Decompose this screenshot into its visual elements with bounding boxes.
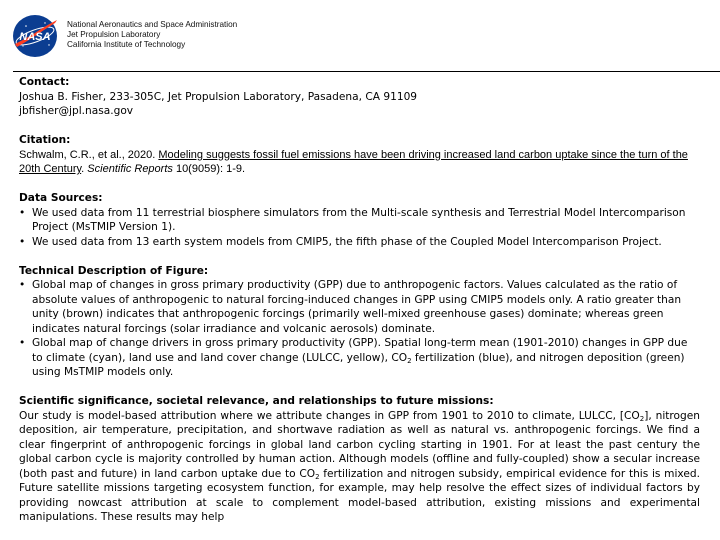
org-line-nasa: National Aeronautics and Space Administration bbox=[67, 20, 238, 29]
technical-section bbox=[19, 264, 700, 380]
data-sources-section bbox=[19, 191, 700, 249]
svg-text:NASA: NASA bbox=[19, 31, 51, 43]
contact-section bbox=[19, 75, 700, 119]
list-item: • Global map of change drivers in gross primary productivity (GPP). Spatial long-term mean (1901-2010) changes in GPP due to climate (cyan), land use and land cover change (LULCC, yellow), $CO_2$ fertilization (blue), and nitrogen deposition (green) using MsTMIP models only. bbox=[19, 337, 688, 378]
significance-heading: Scientific significance, societal relevance, and relationships to future missions: bbox=[19, 395, 494, 407]
technical-heading: Technical Description of Figure: bbox=[19, 264, 209, 277]
technical-list bbox=[19, 278, 700, 380]
citation-section bbox=[19, 133, 700, 177]
contact-email[interactable]: jbfisher@jpl.nasa.gov bbox=[19, 105, 134, 117]
citation-title-link[interactable]: Modeling suggests fossil fuel emissions have been driving increased land carbon uptake since the turn of the 20th Century bbox=[19, 148, 688, 175]
page-header bbox=[0, 0, 720, 70]
org-line-caltech: California Institute of Technology bbox=[67, 40, 186, 49]
page-content bbox=[19, 75, 700, 525]
contact-address: Joshua B. Fisher, 233-305C, Jet Propulsion Laboratory, Pasadena, CA 91109 bbox=[19, 90, 418, 103]
org-line-jpl: Jet Propulsion Laboratory bbox=[67, 30, 161, 39]
nasa-logo-icon bbox=[11, 14, 59, 58]
citation-volume: 10(9059): 1-9. bbox=[172, 163, 246, 175]
contact-heading: Contact: bbox=[19, 76, 70, 88]
citation-text: Schwalm, C.R., et al., 2020. Modeling suggests fossil fuel emissions have been driving increased land carbon uptake since the turn of the 20th Century. Scientific Reports 10(9059): 1-9. bbox=[19, 148, 688, 175]
citation-heading: Citation: bbox=[19, 134, 71, 146]
significance-section bbox=[19, 394, 700, 525]
significance-text: Our study is model-based attribution where we attribute changes in GPP from 1901 to 2010 to climate, LULCC, $[CO_2]$, nitrogen deposition, air temperature, precipitation, and shortwave radiation as well as natural vs. anthropogenic forcings. We find a clear fingerprint of anthropogenic forcings in global land carbon cycling starting in 1901. For at least the past century the global carbon cycle is majority controlled by human action. Although models (offline and fully-coupled) show a secular increase (both past and future) in land carbon uptake due to $CO_2$ fertilization and nitrogen subsidy, empirical evidence for this is mixed. Future satellite missions targeting ecosystem function, for example, may help resolve the effect sizes of individual factors by providing nowcast attribution at scale to complement model-based attribution, existing missions and experimental manipulations. These results may help bbox=[19, 409, 700, 523]
list-item: • We used data from 11 terrestrial biosphere simulators from the Multi-scale synthesis and Terrestrial Model Intercomparison Project (MsTMIP Version 1). bbox=[19, 206, 686, 233]
data-sources-heading: Data Sources: bbox=[19, 192, 103, 204]
citation-journal: Scientific Reports bbox=[87, 163, 173, 175]
organization-block bbox=[67, 20, 237, 50]
citation-authors: Schwalm, C.R., et al., 2020. bbox=[19, 148, 159, 161]
list-item: • We used data from 13 earth system models from CMIP5, the fifth phase of the Coupled Model Intercomparison Project. bbox=[19, 235, 662, 248]
list-item: • Global map of changes in gross primary productivity (GPP) due to anthropogenic factors. Values calculated as the ratio of absolute values of anthropogenic to natural forcing-induced changes in GPP using CMIP5 models only. A ratio greater than unity (brown) indicates that anthropogenic forcings (primarily well-mixed greenhouse gases) dominate; whereas green indicates natural forcings (solar irradiance and volcanic aerosols) dominate. bbox=[19, 279, 682, 335]
data-sources-list bbox=[19, 206, 700, 250]
header-divider bbox=[13, 71, 720, 72]
